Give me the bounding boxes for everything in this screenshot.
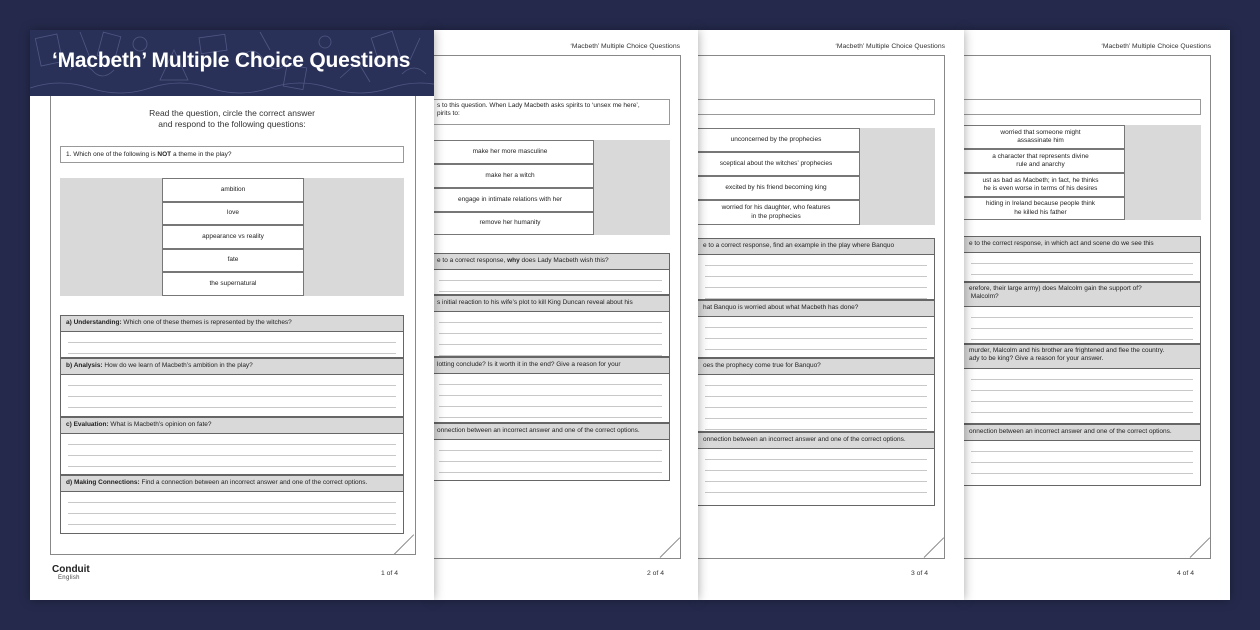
writing-line[interactable] — [439, 312, 662, 323]
writing-line[interactable] — [705, 471, 927, 482]
writing-line[interactable] — [439, 345, 662, 356]
question-box — [964, 99, 1201, 115]
writing-line[interactable] — [68, 456, 396, 467]
writing-line[interactable] — [68, 343, 396, 354]
writing-line[interactable] — [705, 419, 927, 430]
writing-line[interactable] — [439, 451, 662, 462]
writing-line[interactable] — [971, 253, 1193, 264]
section-prompt: oes the prophecy come true for Banquo? — [698, 359, 934, 375]
section-prompt — [61, 359, 403, 375]
response-section-b — [964, 282, 1201, 344]
section-label: a) Understanding: — [66, 319, 122, 326]
worksheet-page-2 — [432, 30, 698, 600]
response-section-a — [964, 236, 1201, 282]
section-prompt — [432, 254, 669, 270]
response-section-b — [432, 295, 670, 357]
section-label: b) Analysis: — [66, 362, 103, 369]
option-1[interactable]: worried that someone might assassinate him — [964, 125, 1125, 149]
section-prompt: onnection between an incorrect answer and one of the correct options. — [432, 424, 669, 440]
section-prompt: e to the correct response, in which act and scene do we see this — [964, 237, 1200, 253]
page-number: 3 of 4 — [910, 570, 928, 577]
section-prompt: onnection between an incorrect answer and one of the correct options. — [698, 433, 934, 449]
writing-line[interactable] — [68, 445, 396, 456]
response-section-c — [432, 357, 670, 423]
writing-line[interactable] — [705, 288, 927, 299]
writing-line[interactable] — [439, 323, 662, 334]
section-evaluation — [60, 417, 404, 475]
option-1[interactable]: unconcerned by the prophecies — [698, 128, 860, 152]
writing-line[interactable] — [705, 386, 927, 397]
section-prompt: murder, Malcolm and his brother are frightened and flee the country. ady to be king? Give a reason for your answer. — [964, 345, 1200, 369]
writing-line[interactable] — [68, 503, 396, 514]
writing-line[interactable] — [439, 270, 662, 281]
writing-line[interactable] — [439, 396, 662, 407]
writing-line[interactable] — [705, 339, 927, 350]
section-prompt — [61, 316, 403, 332]
page-number: 1 of 4 — [380, 570, 398, 577]
writing-line[interactable] — [68, 434, 396, 445]
instruction-line: and respond to the following questions: — [158, 119, 306, 130]
question-box — [432, 99, 670, 125]
writing-line[interactable] — [705, 255, 927, 266]
section-understanding — [60, 315, 404, 358]
writing-line[interactable] — [705, 460, 927, 471]
option-3[interactable]: excited by his friend becoming king — [698, 176, 860, 200]
section-prompt: lotting conclude? Is it worth it in the end? Give a reason for your — [432, 358, 669, 374]
writing-line[interactable] — [68, 332, 396, 343]
option-3[interactable]: engage in intimate relations with her — [432, 188, 594, 212]
option-2[interactable]: sceptical about the witches’ prophecies — [698, 152, 860, 176]
section-prompt: s initial reaction to his wife’s plot to kill King Duncan reveal about his — [432, 296, 669, 312]
section-text: What is Macbeth’s opinion on fate? — [108, 421, 212, 428]
section-prompt — [61, 418, 403, 434]
page-header: ‘Macbeth’ Multiple Choice Questions — [835, 43, 945, 50]
question-text: a theme in the play? — [171, 151, 232, 158]
writing-line[interactable] — [705, 328, 927, 339]
section-prompt: onnection between an incorrect answer and one of the correct options. — [964, 425, 1200, 441]
option-4[interactable]: worried for his daughter, who features in the prophecies — [698, 200, 860, 225]
writing-line[interactable] — [68, 375, 396, 386]
option-4[interactable]: remove her humanity — [432, 212, 594, 235]
response-section-c — [698, 358, 935, 432]
section-text: How do we learn of Macbeth’s ambition in the play? — [102, 362, 253, 369]
prompt-bold: why — [507, 257, 520, 264]
writing-line[interactable] — [971, 329, 1193, 340]
section-prompt: hat Banquo is worried about what Macbeth has done? — [698, 301, 934, 317]
writing-line[interactable] — [705, 266, 927, 277]
brand-name: Conduit — [52, 564, 90, 575]
writing-line[interactable] — [439, 407, 662, 418]
writing-line[interactable] — [971, 441, 1193, 452]
question-line: s to this question. When Lady Macbeth asks spirits to ‘unsex me here’, — [437, 102, 640, 109]
title-banner — [30, 30, 434, 96]
writing-line[interactable] — [971, 413, 1193, 424]
option-4[interactable]: hiding in Ireland because people think he killed his father — [964, 197, 1125, 220]
writing-line[interactable] — [705, 317, 927, 328]
section-analysis — [60, 358, 404, 417]
response-section-b — [698, 300, 935, 358]
worksheet-page-4 — [964, 30, 1230, 600]
question-text: 1. Which one of the following is — [66, 151, 158, 158]
section-label: c) Evaluation: — [66, 421, 109, 428]
page-header: ‘Macbeth’ Multiple Choice Questions — [570, 43, 680, 50]
option-2[interactable]: a character that represents divine rule and anarchy — [964, 149, 1125, 173]
writing-line[interactable] — [68, 408, 396, 417]
section-making-connections — [60, 475, 404, 534]
section-prompt: erefore, their large army) does Malcolm gain the support of? Malcolm? — [964, 283, 1200, 307]
response-section-d — [432, 423, 670, 481]
writing-line[interactable] — [439, 385, 662, 396]
response-section-d — [964, 424, 1201, 486]
writing-line[interactable] — [705, 449, 927, 460]
instruction-line: Read the question, circle the correct answer — [149, 108, 315, 118]
writing-line[interactable] — [971, 452, 1193, 463]
page-number: 4 of 4 — [1176, 570, 1194, 577]
response-section-a — [698, 238, 935, 300]
option-3[interactable]: ust as bad as Macbeth; in fact, he thinks he is even worse in terms of his desires — [964, 173, 1125, 197]
question-box — [698, 99, 935, 115]
writing-line[interactable] — [705, 408, 927, 419]
writing-line[interactable] — [439, 374, 662, 385]
option-1[interactable]: make her more masculine — [432, 140, 594, 164]
writing-line[interactable] — [705, 397, 927, 408]
writing-line[interactable] — [439, 440, 662, 451]
worksheet-page-1 — [30, 30, 434, 600]
writing-line[interactable] — [971, 463, 1193, 474]
writing-line[interactable] — [68, 514, 396, 525]
question-line: pirits to: — [437, 110, 460, 118]
page-title: ‘Macbeth’ Multiple Choice Questions — [52, 49, 411, 72]
response-section-d — [698, 432, 935, 506]
question-bold: NOT — [157, 151, 172, 158]
page-header: ‘Macbeth’ Multiple Choice Questions — [1101, 43, 1211, 50]
brand-subtitle: English — [58, 575, 80, 581]
question-box — [60, 146, 404, 163]
writing-line[interactable] — [68, 492, 396, 503]
writing-line[interactable] — [971, 369, 1193, 380]
writing-line[interactable] — [68, 397, 396, 408]
section-text: Find a connection between an incorrect answer and one of the correct options. — [139, 479, 368, 486]
worksheet-page-3 — [698, 30, 964, 600]
writing-line[interactable] — [439, 281, 662, 292]
conduit-logo — [52, 564, 90, 581]
writing-line[interactable] — [971, 391, 1193, 402]
writing-line[interactable] — [705, 482, 927, 493]
writing-line[interactable] — [439, 334, 662, 345]
instructions — [30, 108, 434, 130]
writing-line[interactable] — [971, 380, 1193, 391]
writing-line[interactable] — [971, 264, 1193, 275]
writing-line[interactable] — [705, 277, 927, 288]
page-number: 2 of 4 — [646, 570, 664, 577]
section-prompt — [61, 476, 403, 492]
writing-line[interactable] — [705, 375, 927, 386]
writing-line[interactable] — [439, 462, 662, 473]
option-fate[interactable]: fate — [162, 249, 304, 272]
writing-line[interactable] — [971, 318, 1193, 329]
option-the-supernatural[interactable]: the supernatural — [162, 272, 304, 296]
writing-line[interactable] — [971, 307, 1193, 318]
prompt-text: e to a correct response, — [437, 257, 508, 264]
section-text: Which one of these themes is represented by the witches? — [121, 319, 292, 326]
writing-line[interactable] — [971, 402, 1193, 413]
option-love[interactable]: love — [162, 202, 304, 225]
option-2[interactable]: make her a witch — [432, 164, 594, 188]
section-prompt: e to a correct response, find an example in the play where Banquo — [698, 239, 934, 255]
response-section-c — [964, 344, 1201, 424]
option-appearance-vs-reality[interactable]: appearance vs reality — [162, 225, 304, 249]
option-ambition[interactable]: ambition — [162, 178, 304, 202]
prompt-text: does Lady Macbeth wish this? — [519, 257, 609, 264]
section-label: d) Making Connections: — [66, 479, 140, 486]
response-section-a — [432, 253, 670, 295]
writing-line[interactable] — [68, 386, 396, 397]
